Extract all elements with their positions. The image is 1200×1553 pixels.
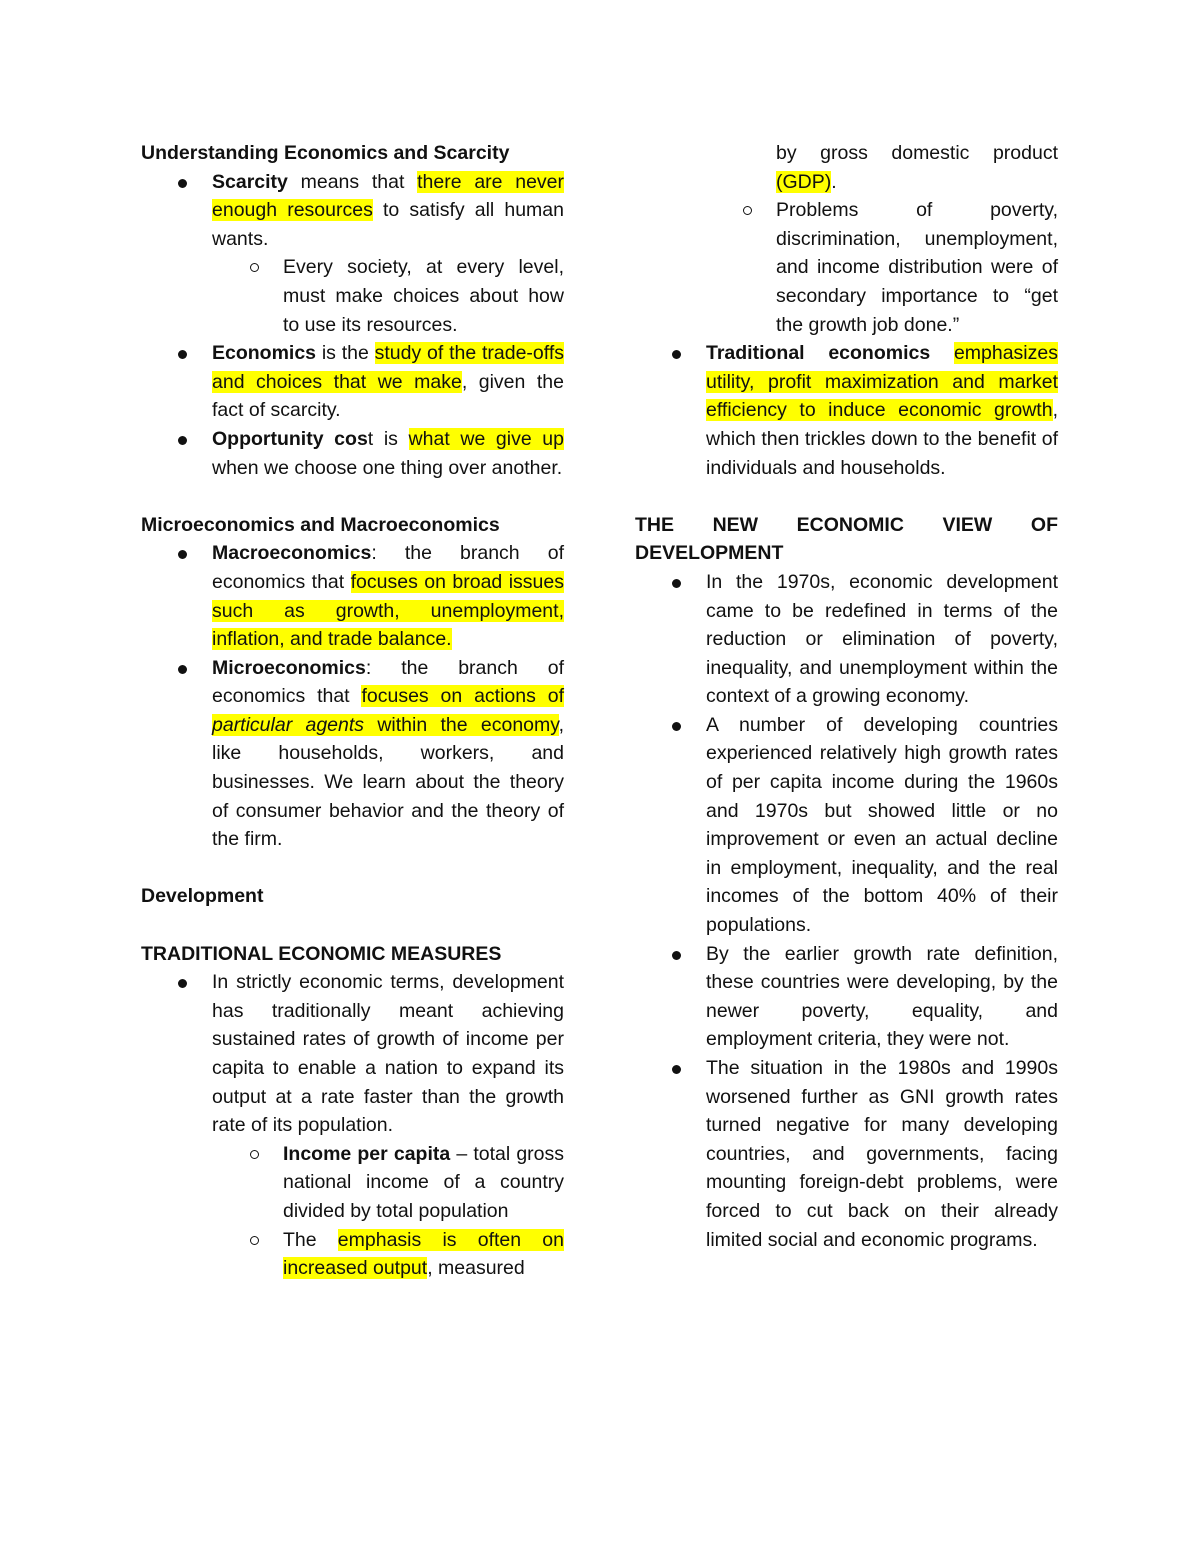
list-item-continued: [635, 139, 1058, 339]
text-span: , measured: [427, 1257, 525, 1280]
term-microeconomics: Microeconomics: [212, 656, 366, 679]
list-item-scarcity: [141, 168, 564, 340]
list-item-1980s-1990s: The situation in the 1980s and 1990s worsened further as GNI growth rates turned negative for many developing countries, and governments, facing mounting foreign-debt problems, were forced to cut back on their already limited social and economic programs.: [635, 1054, 1058, 1254]
text-span: .: [831, 170, 837, 193]
left-column: [141, 139, 564, 1283]
text-span: , like households, workers, and businesses. We learn about the theory of consumer behavior and the theory of the firm.: [212, 713, 564, 851]
highlight: what we give up: [408, 427, 564, 450]
highlight: within the economy: [364, 713, 559, 736]
sub-item-every-society: Every society, at every level, must make choices about how to use its resources.: [212, 253, 564, 339]
scarcity-list: [141, 168, 564, 483]
sub-list: [212, 253, 564, 339]
micro-macro-list: [141, 539, 564, 854]
highlight: there are never enough resources: [212, 170, 565, 222]
sub-item-continued: [635, 139, 1058, 196]
list-item-1970s: In the 1970s, economic development came to be redefined in terms of the reduction or elimination of poverty, inequality, and unemployment within the context of a growing economy.: [635, 568, 1058, 711]
list-item-earlier-definition: By the earlier growth rate definition, these countries were developing, by the newer poverty, equality, and employment criteria, they were not.: [635, 940, 1058, 1054]
highlight: focuses on actions of: [361, 685, 564, 708]
list-item-traditional-economics: [635, 339, 1058, 482]
text-span: , given the fact of scarcity.: [212, 370, 564, 422]
section-heading-development: Development: [141, 885, 264, 908]
spacer: [141, 854, 564, 883]
term-traditional-economics: Traditional economics: [706, 342, 931, 365]
continued-list: [635, 139, 1058, 482]
text-span: [930, 342, 954, 364]
text-span: to satisfy all human wants.: [212, 199, 564, 250]
text-span: is the: [316, 342, 375, 365]
highlight: (GDP): [776, 170, 832, 193]
highlight: focuses on broad issues such as growth, unemployment, inflation, and trade balance.: [212, 570, 564, 651]
section-heading-new-view-line1: [635, 511, 1058, 568]
list-item-strictly-economic: [141, 968, 564, 1283]
list-item-opportunity-cost: [141, 425, 564, 482]
term-economics: Economics: [212, 342, 317, 365]
section-heading-traditional-measures: TRADITIONAL ECONOMIC MEASURES: [141, 942, 502, 965]
term-income-per-capita: Income per capita: [283, 1142, 451, 1165]
text-span: : the branch of economics that: [212, 542, 564, 593]
sub-item-emphasis: [212, 1226, 564, 1283]
spacer: [141, 482, 564, 511]
section-heading-scarcity: Understanding Economics and Scarcity: [141, 142, 510, 164]
text-span: when we choose one thing over another.: [212, 456, 563, 479]
list-item-macroeconomics: [141, 539, 564, 653]
text-span: The: [283, 1228, 338, 1251]
text-span: , which then trickles down to the benefit of individuals and households.: [706, 399, 1058, 479]
text-span: – total gross national income of a country divided by total population: [283, 1142, 565, 1222]
sub-list: [635, 139, 1058, 339]
term-opportunity-cost: Opportunity cos: [212, 427, 368, 450]
highlight: emphasis is often on increased output: [283, 1228, 564, 1280]
sub-item-income-per-capita: [212, 1140, 564, 1226]
list-item-economics: [141, 339, 564, 425]
list-item-microeconomics: [141, 654, 564, 854]
new-view-list: [635, 568, 1058, 1254]
highlight: study of the trade-offs and choices that we make: [212, 342, 564, 393]
highlight: emphasizes utility, profit maximization and market efficiency to induce economic growth: [706, 342, 1058, 422]
term-scarcity: Scarcity: [212, 170, 288, 193]
term-macroeconomics: Macroeconomics: [212, 542, 372, 565]
sub-list: [212, 1140, 564, 1283]
list-item-developing-countries: A number of developing countries experienced relatively high growth rates of per capita income during the 1960s and 1970s but showed little or no improvement or even an actual decline in employment, inequality, and the real incomes of the bottom 40% of their populations.: [635, 711, 1058, 940]
sub-item-problems-of-poverty: [635, 196, 1058, 339]
section-heading-micro-macro: Microeconomics and Macroeconomics: [141, 513, 500, 536]
text-span: THE NEW ECONOMIC VIEW OF DEVELOPMENT: [635, 513, 1058, 565]
text-span: t is: [367, 427, 409, 450]
text-span: by gross domestic product: [776, 142, 1058, 164]
highlight-italic: particular agents: [212, 713, 365, 736]
spacer: [141, 911, 564, 940]
text-span: : the branch of economics that: [212, 656, 564, 708]
right-column: [635, 139, 1058, 1254]
traditional-measures-list: [141, 968, 564, 1283]
text-span: means that: [287, 170, 418, 193]
spacer: [635, 482, 1058, 511]
text-span: In strictly economic terms, development has traditionally meant achieving sustained rates of growth of income per capita to enable a nation to expand its output at a rate faster than the growth rate of its population.: [212, 971, 564, 1137]
text-span: Problems of poverty, discrimination, unemployment, and income distribution were of secondary importance to “get the growth job done.”: [776, 199, 1058, 336]
